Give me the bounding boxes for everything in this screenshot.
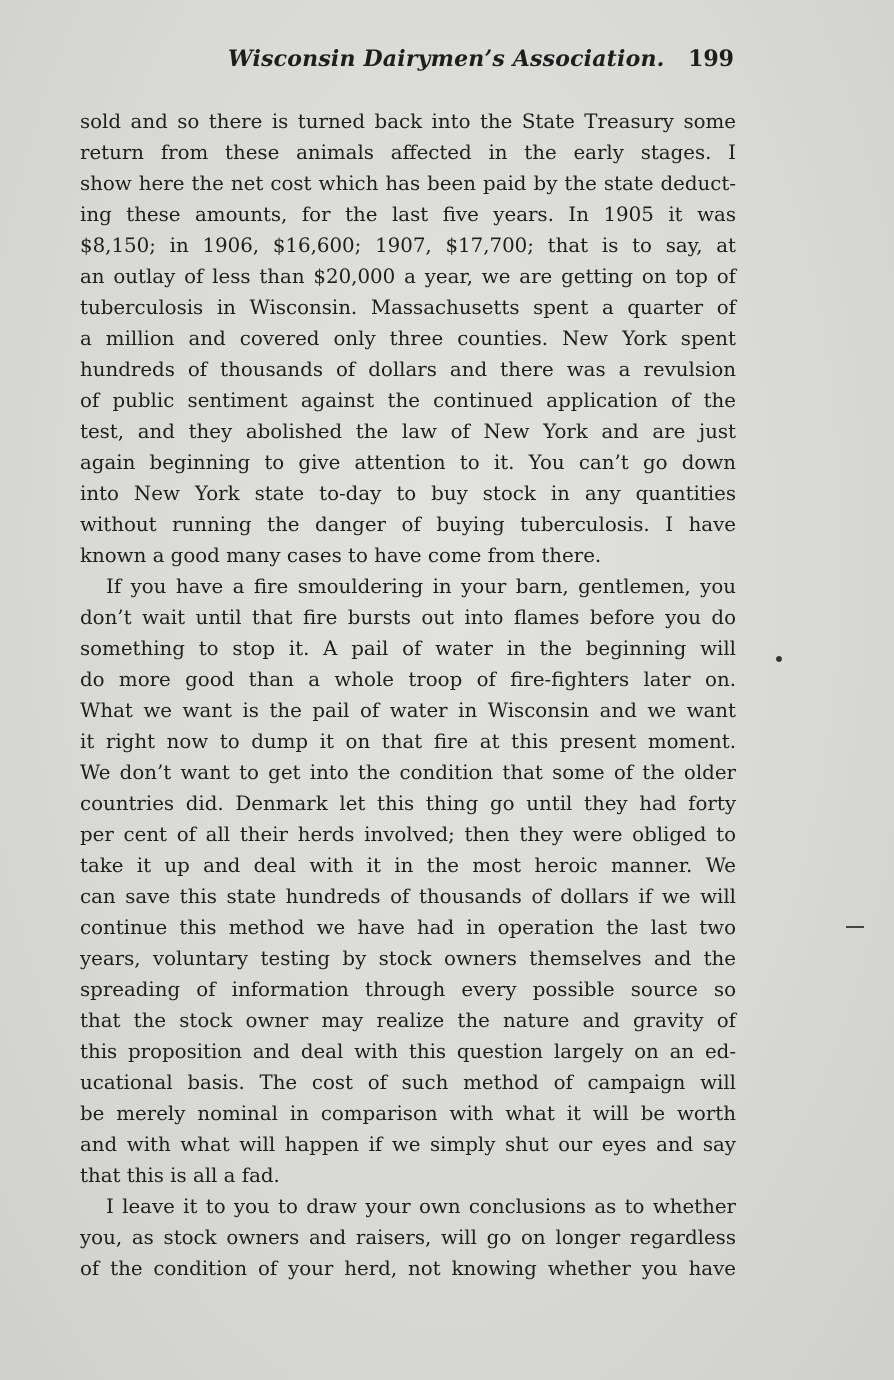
paragraph [80, 106, 736, 571]
text-line: again beginning to give attention to it. You can’t go down [80, 451, 736, 474]
text-line: ing these amounts, for the last five years. In 1905 it was [80, 203, 736, 226]
text-line: continue this method we have had in operation the last two [80, 916, 736, 939]
text-line: and with what will happen if we simply shut our eyes and say [80, 1133, 736, 1156]
text-line: of the condition of your herd, not knowing whether you have [80, 1257, 736, 1280]
text-line: do more good than a whole troop of fire-fighters later on. [80, 668, 736, 691]
text-line: sold and so there is turned back into the State Treasury some [80, 110, 736, 133]
text-line: We don’t want to get into the condition that some of the older [80, 761, 736, 784]
text-line: spreading of information through every possible source so [80, 978, 736, 1001]
running-title: Wisconsin Dairymen’s Association. [228, 46, 665, 72]
text-line: test, and they abolished the law of New York and are just [80, 420, 736, 443]
margin-dash-mark [846, 926, 864, 928]
text-line: $8,150; in 1906, $16,600; 1907, $17,700; that is to say, at [80, 234, 736, 257]
text-line: into New York state to-day to buy stock in any quantities [80, 482, 736, 505]
text-line: be merely nominal in comparison with what it will be worth [80, 1102, 736, 1125]
paragraph [80, 1191, 736, 1284]
text-line: years, voluntary testing by stock owners themselves and the [80, 947, 736, 970]
text-line: hundreds of thousands of dollars and there was a revulsion [80, 358, 736, 381]
text-line: countries did. Denmark let this thing go until they had forty [80, 792, 736, 815]
paragraph [80, 571, 736, 1191]
text-line: that the stock owner may realize the nature and gravity of [80, 1009, 736, 1032]
text-line: of public sentiment against the continued application of the [80, 389, 736, 412]
text-line: If you have a fire smouldering in your barn, gentlemen, you [106, 575, 736, 598]
text-line: I leave it to you to draw your own conclusions as to whether [106, 1195, 736, 1218]
text-line: that this is all a fad. [80, 1164, 280, 1187]
text-line: What we want is the pail of water in Wisconsin and we want [80, 699, 736, 722]
text-line: this proposition and deal with this question largely on an ed- [80, 1040, 736, 1063]
text-line: take it up and deal with it in the most heroic manner. We [80, 854, 736, 877]
text-line: tuberculosis in Wisconsin. Massachusetts spent a quarter of [80, 296, 736, 319]
text-line: without running the danger of buying tuberculosis. I have [80, 513, 736, 536]
page-header [80, 46, 736, 78]
text-line: per cent of all their herds involved; then they were obliged to [80, 823, 736, 846]
text-line: a million and covered only three counties. New York spent [80, 327, 736, 350]
text-line: don’t wait until that fire bursts out into flames before you do [80, 606, 736, 629]
text-line: known a good many cases to have come from there. [80, 544, 602, 567]
text-line: ucational basis. The cost of such method of campaign will [80, 1071, 736, 1094]
text-line: something to stop it. A pail of water in the beginning will [80, 637, 736, 660]
text-line: an outlay of less than $20,000 a year, we are getting on top of [80, 265, 736, 288]
margin-dot-mark [776, 656, 782, 662]
text-line: can save this state hundreds of thousands of dollars if we will [80, 885, 736, 908]
text-line: you, as stock owners and raisers, will go on longer regardless [80, 1226, 736, 1249]
text-line: return from these animals affected in the early stages. I [80, 141, 736, 164]
text-line: it right now to dump it on that fire at this present moment. [80, 730, 736, 753]
text-line: show here the net cost which has been paid by the state deduct- [80, 172, 736, 195]
body-text [80, 106, 736, 1284]
page-number: 199 [688, 46, 734, 72]
